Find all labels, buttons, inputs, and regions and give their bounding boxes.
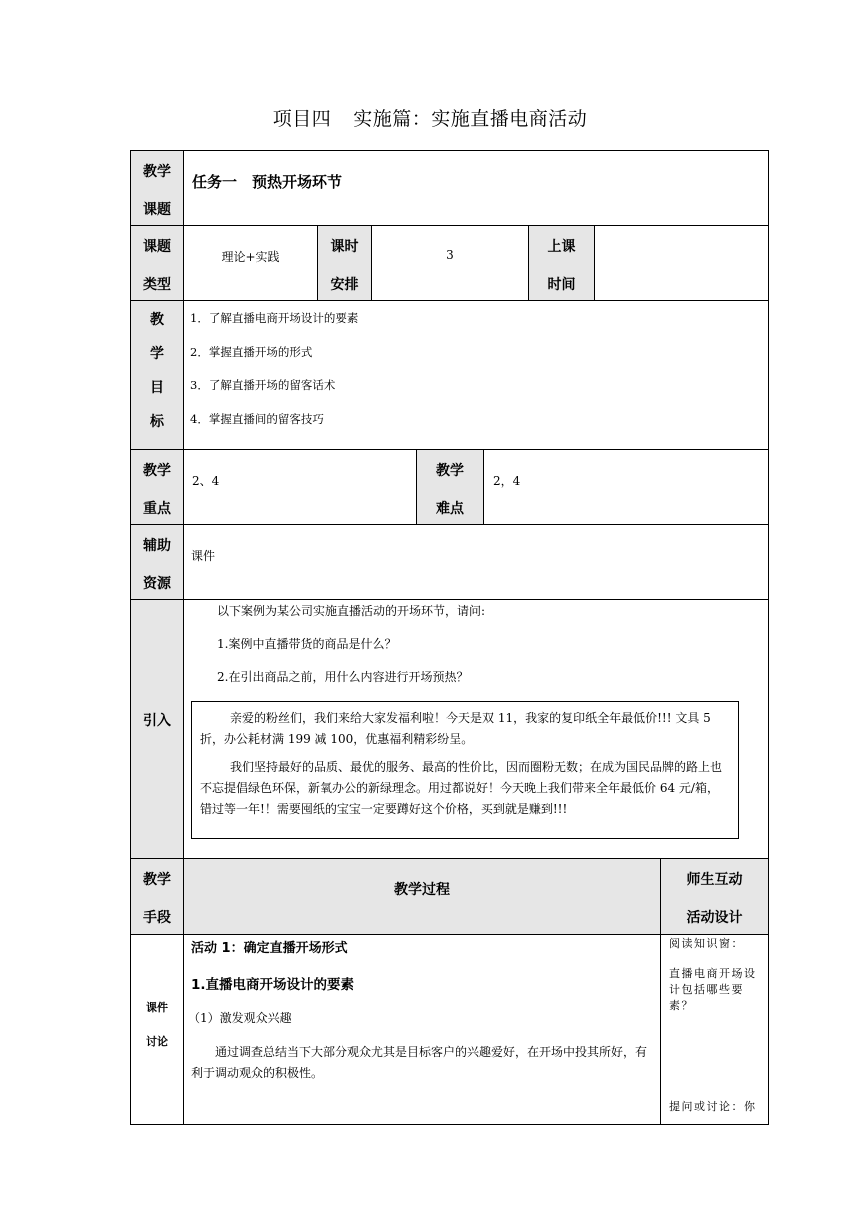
- hours-label-1: 课时: [330, 239, 359, 255]
- process-paragraph: 通过调查总结当下大部分观众尤其是目标客户的兴趣爱好，在开场中投其所好，有利于调动观众的积极性。: [191, 1045, 648, 1080]
- resources-label-1: 辅助: [143, 538, 171, 554]
- objectives-list: [183, 300, 769, 450]
- case-paragraph: 亲爱的粉丝们，我们来给大家发福利啦！今天是双 11，我家的复印纸全年最低价!!! 文具 5 折，办公耗材满 199 减 100，优惠福利精彩纷呈。: [200, 711, 711, 746]
- intro-label: 引入: [143, 713, 171, 729]
- resources-label-cell: [130, 524, 184, 600]
- section-title: 1.直播电商开场设计的要素: [191, 977, 355, 993]
- objective-item: 2．掌握直播开场的形式: [190, 345, 313, 359]
- key-points-label-2: 重点: [143, 501, 171, 517]
- difficult-points-value: 2，4: [493, 474, 521, 488]
- objective-item: 4．掌握直播间的留客技巧: [190, 412, 324, 426]
- type-label-2: 类型: [143, 277, 171, 293]
- lesson-label-1: 教学: [143, 164, 171, 180]
- hours-label-2: 安排: [330, 277, 359, 293]
- difficult-points-value-cell: [483, 449, 769, 525]
- lesson-title: 任务一 预热开场环节: [192, 173, 343, 191]
- method-header-1: 教学: [143, 872, 171, 888]
- difficult-label-2: 难点: [436, 501, 464, 517]
- method-cell: [130, 934, 184, 1125]
- objectives-label-2: 学: [150, 346, 164, 362]
- title-part1: 项目四: [272, 108, 332, 130]
- time-label-cell: [528, 225, 595, 301]
- type-label-cell: [130, 225, 184, 301]
- process-header-cell: [183, 858, 661, 935]
- case-paragraph: 我们坚持最好的品质、最优的服务、最高的性价比，因而圈粉无数；在成为国民品牌的路上也不忘提倡绿色环保，新氧办公的新绿理念。用过都说好！今天晚上我们带来全年最低价 64 元/箱，错过等一年!！需要囤纸的宝宝一定要蹲好这个价格，买到就是赚到!!!: [200, 760, 723, 816]
- intro-question: 2.在引出商品之前，用什么内容进行开场预热？: [217, 670, 469, 684]
- process-content-cell: [183, 934, 661, 1125]
- method-header-cell: [130, 858, 184, 935]
- difficult-points-label-cell: [416, 449, 484, 525]
- notes-discussion: 提问或讨论：你: [669, 1100, 757, 1113]
- interact-header-cell: [660, 858, 769, 935]
- objectives-label-cell: [130, 300, 184, 450]
- key-points-label-1: 教学: [143, 463, 171, 479]
- hours-value-cell: [371, 225, 529, 301]
- key-points-value-cell: [183, 449, 417, 525]
- interact-cell: [660, 934, 769, 1125]
- resources-value-cell: [183, 524, 769, 600]
- type-label-1: 课题: [143, 239, 171, 255]
- objectives-label-1: 教: [150, 312, 164, 328]
- intro-label-cell: [130, 599, 184, 859]
- key-points-label-cell: [130, 449, 184, 525]
- sub-title: （1）激发观众兴趣: [188, 1011, 292, 1025]
- intro-content-cell: [183, 599, 769, 859]
- hours-value: 3: [446, 248, 454, 262]
- document-title: [0, 104, 860, 131]
- objectives-label-4: 标: [150, 414, 164, 430]
- notes-reading-window: 阅读知识窗：: [669, 937, 744, 950]
- title-part2: 实施篇：实施直播电商活动: [353, 108, 588, 130]
- method-item: 讨论: [146, 1035, 168, 1048]
- process-header: 教学过程: [394, 882, 450, 898]
- lesson-label-cell: [130, 150, 184, 226]
- activity-title: 活动 1：确定直播开场形式: [191, 941, 348, 956]
- time-label-1: 上课: [547, 239, 576, 255]
- time-label-2: 时间: [547, 277, 576, 293]
- intro-line: 以下案例为某公司实施直播活动的开场环节，请问:: [217, 604, 486, 618]
- difficult-label-1: 教学: [436, 463, 464, 479]
- hours-label-cell: [317, 225, 372, 301]
- interact-header-1: 师生互动: [686, 872, 743, 888]
- case-box: [191, 701, 739, 839]
- type-value: 理论+实践: [221, 250, 280, 264]
- resources-label-2: 资源: [143, 576, 171, 592]
- interact-header-2: 活动设计: [686, 910, 743, 926]
- notes-question: 直播电商开场设计包括哪些要素？: [669, 967, 757, 1012]
- key-points-value: 2、4: [192, 474, 220, 488]
- resources-value: 课件: [191, 549, 216, 563]
- objective-item: 1．了解直播电商开场设计的要素: [190, 311, 359, 325]
- objectives-label-3: 目: [150, 380, 164, 396]
- intro-question: 1.案例中直播带货的商品是什么？: [217, 637, 397, 651]
- lesson-value-cell: [183, 150, 769, 226]
- type-value-cell: [183, 225, 318, 301]
- method-item: 课件: [146, 1001, 168, 1014]
- objective-item: 3．了解直播开场的留客话术: [190, 378, 336, 392]
- lesson-label-2: 课题: [143, 202, 171, 218]
- time-value-cell: [594, 225, 769, 301]
- method-header-2: 手段: [143, 910, 171, 926]
